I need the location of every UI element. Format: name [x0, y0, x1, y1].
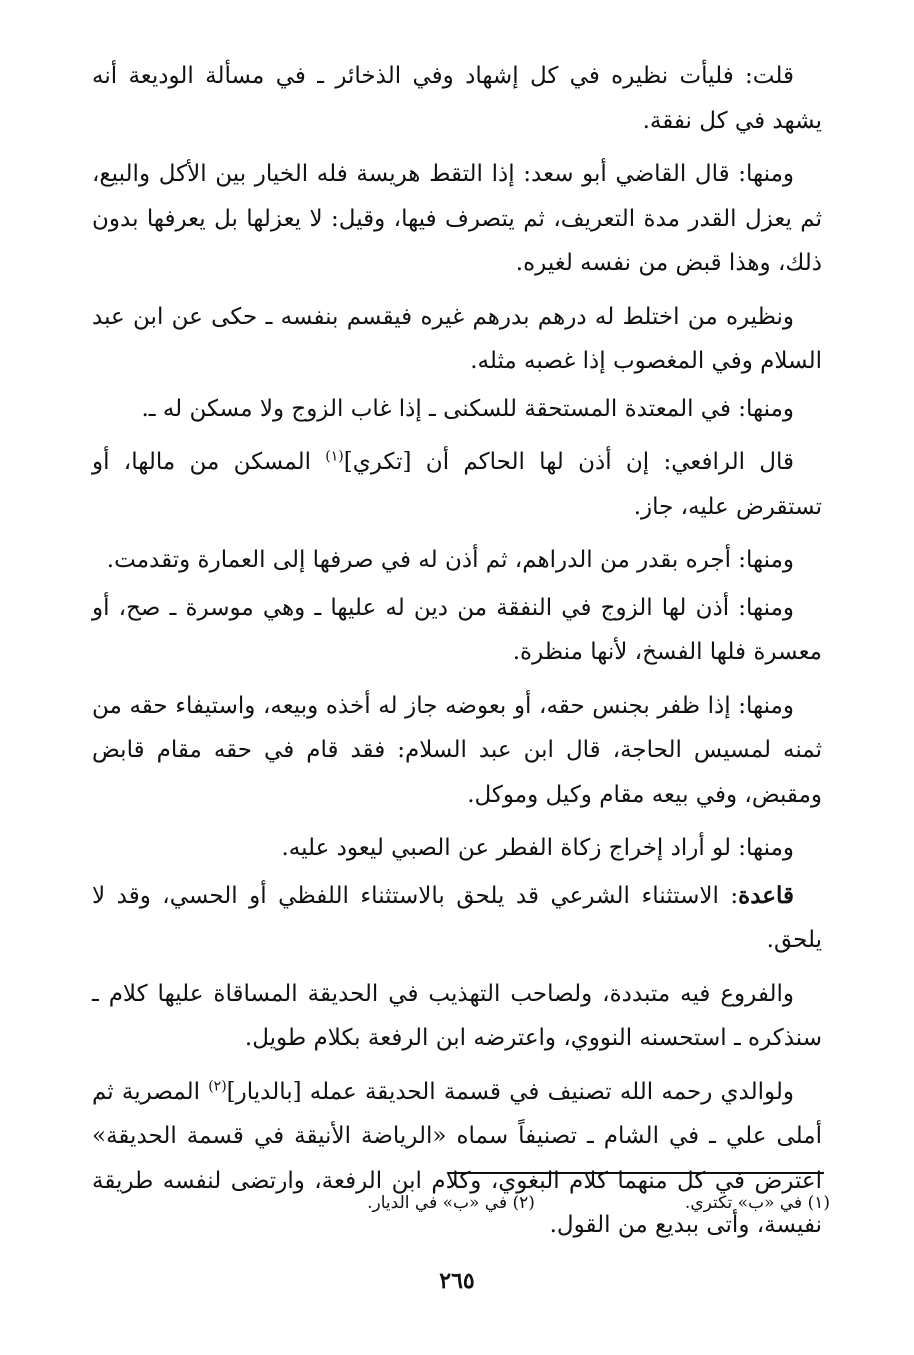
page-number: ٢٦٥: [439, 1268, 475, 1294]
paragraph-3: ونظيره من اختلط له درهم بدرهم غيره فيقسم بنفسه ـ حكى عن ابن عبد السلام وفي المغصوب إذا غصبه مثله.: [92, 303, 822, 374]
footnote-ref-2: (٢): [208, 1077, 227, 1094]
footnotes: [300, 1188, 830, 1218]
paragraph-1: قلت: فليأت نظيره في كل إشهاد وفي الذخائر ـ في مسألة الوديعة أنه يشهد في كل نفقة.: [92, 63, 822, 134]
paragraph-2: ومنها: قال القاضي أبو سعد: إذا التقط هريسة فله الخيار بين الأكل والبيع، ثم يعزل القدر مدة التعريف، ثم يتصرف فيها، وقيل: لا يعزلها بل يعرفها بدون ذلك، وهذا قبض من نفسه لغيره.: [92, 161, 822, 276]
paragraph-8: ومنها: إذا ظفر بجنس حقه، أو بعوضه جاز له أخذه وبيعه، واستيفاء حقه من ثمنه لمسيس الحاجة، قال ابن عبد السلام: فقد قام في حقه مقام قابض ومقبض، وفي بيعه مقام وكيل وموكل.: [92, 692, 822, 808]
footnote-1: (١) في «ب» تكتري.: [684, 1193, 830, 1213]
paragraph-6: ومنها: أجره بقدر من الدراهم، ثم أذن له في صرفها إلى العمارة وتقدمت.: [106, 547, 794, 573]
paragraph-7: ومنها: أذن لها الزوج في النفقة من دين له عليها ـ وهي موسرة ـ صح، أو معسرة فلها الفسخ، لأنها منظرة.: [92, 594, 822, 665]
main-text: [92, 54, 822, 1257]
paragraph-5: قال الرافعي: إن أذن لها الحاكم أن [تكري]$^{(١)}$ المسكن من مالها، أو تستقرض عليه، جاز.: [92, 448, 822, 520]
paragraph-12: ولوالدي رحمه الله تصنيف في قسمة الحديقة عمله [بالديار]$^{(٢)}$ المصرية ثم أملى علي ـ في الشام ـ تصنيفاً سماه «الرياضة الأنيقة في قسمة الحديقة» اعترض في كل منهما كلام البغوي، وكلام ابن الرفعة، وارتضى لنفسه طريقة نفيسة، وأتى ببديع من القول.: [92, 1077, 822, 1238]
footnote-divider: [448, 1172, 824, 1174]
rule-label: قاعدة: [738, 881, 794, 909]
footnote-ref-1: (١): [325, 448, 344, 465]
paragraph-11: والفروع فيه متبددة، ولصاحب التهذيب في الحديقة المساقاة عليها كلام ـ سنذكره ـ استحسنه النووي، واعترضه ابن الرفعة بكلام طويل.: [92, 980, 822, 1051]
paragraph-9: ومنها: لو أراد إخراج زكاة الفطر عن الصبي ليعود عليه.: [281, 835, 794, 861]
paragraph-rule: قاعدة: الاستثناء الشرعي قد يلحق بالاستثناء اللفظي أو الحسي، وقد لا يلحق.: [92, 881, 822, 953]
footnote-2: (٢) في «ب» في الديار.: [367, 1193, 535, 1213]
paragraph-4: ومنها: في المعتدة المستحقة للسكنى ـ إذا غاب الزوج ولا مسكن له ـ.: [141, 395, 794, 422]
